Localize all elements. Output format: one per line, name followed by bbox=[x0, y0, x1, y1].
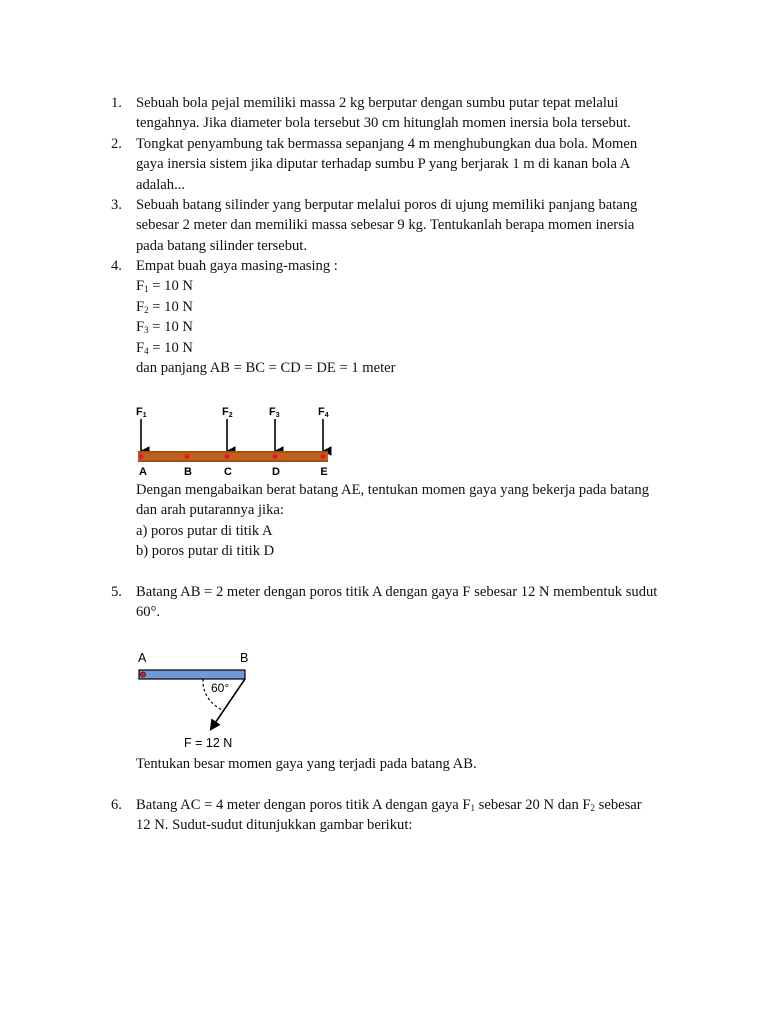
point-b-dot bbox=[184, 454, 189, 459]
question-number: 2. bbox=[111, 136, 122, 152]
question-5 bbox=[111, 582, 691, 623]
point-label-d: D bbox=[272, 466, 280, 478]
point-label-e: E bbox=[320, 466, 328, 478]
force-line: $F_2 = 10$ N bbox=[136, 298, 193, 315]
question-4 bbox=[111, 256, 691, 378]
point-label-b: B bbox=[184, 466, 192, 478]
question-5-continuation bbox=[111, 754, 691, 774]
force-label: F = 12 N bbox=[184, 736, 233, 750]
rod-ab bbox=[139, 670, 245, 679]
question-text-line: Tentukan besar momen gaya yang terjadi pada batang AB. bbox=[136, 756, 477, 772]
option-b: b) poros putar di titik D bbox=[136, 543, 275, 560]
question-text-line: Empat buah gaya masing-masing : bbox=[136, 258, 338, 274]
question-text-line: sebesar 2 meter dan memiliki massa sebesar 9 kg. Tentukanlah berapa momen inersia bbox=[136, 217, 635, 234]
force-line: $F_1 = 10$ N bbox=[136, 278, 193, 295]
point-label-c: C bbox=[224, 466, 232, 478]
question-text-line: tengahnya. Jika diameter bola tersebut 30 cm hitunglah momen inersia bola tersebut. bbox=[136, 115, 631, 132]
question-number: 6. bbox=[111, 797, 122, 813]
point-d-dot bbox=[272, 454, 277, 459]
question-text-line: Batang AC = 4 meter dengan poros titik A dengan gaya $F_1$ sebesar 20 N dan $F_2$ sebesar bbox=[136, 797, 642, 813]
question-4-continuation bbox=[111, 480, 691, 562]
force-label-f3: F3 bbox=[269, 406, 280, 419]
question-text-line: Tongkat penyambung tak bermassa sepanjang 4 m menghubungkan dua bola. Momen bbox=[136, 136, 638, 152]
question-number: 5. bbox=[111, 584, 122, 600]
point-label-a: A bbox=[139, 466, 147, 478]
question-text-line: Sebuah batang silinder yang berputar melalui poros di ujung memiliki panjang batang bbox=[136, 197, 638, 213]
point-c-dot bbox=[224, 454, 229, 459]
question-text-line: Dengan mengabaikan berat batang AE, tentukan momen gaya yang bekerja pada batang bbox=[136, 482, 650, 498]
question-1 bbox=[111, 93, 691, 134]
force-label-f4: F4 bbox=[318, 406, 329, 419]
question-6 bbox=[111, 795, 691, 836]
question-text-line: Batang AB = 2 meter dengan poros titik A dengan gaya F sebesar 12 N membentuk sudut bbox=[136, 584, 658, 600]
label-a: A bbox=[138, 651, 147, 665]
pivot-a-dot bbox=[140, 672, 145, 677]
question-text-line: adalah... bbox=[136, 176, 186, 193]
question-text-line: dan arah putarannya jika: bbox=[136, 502, 284, 519]
question-text-line: 12 N. Sudut-sudut ditunjukkan gambar berikut: bbox=[136, 817, 413, 834]
question-number: 4. bbox=[111, 258, 122, 274]
question-text-line: gaya inersia sistem jika diputar terhadap sumbu P yang berjarak 1 m di kanan bola A bbox=[136, 156, 631, 173]
question-text-line: dan panjang AB = BC = CD = DE = 1 meter bbox=[136, 360, 396, 377]
question-3 bbox=[111, 195, 691, 256]
angled-force-diagram bbox=[130, 645, 270, 753]
option-a: a) poros putar di titik A bbox=[136, 522, 273, 539]
angle-label: 60° bbox=[211, 681, 230, 695]
force-line: $F_3 = 10$ N bbox=[136, 319, 193, 336]
force-label-f1: F1 bbox=[136, 406, 147, 419]
label-b: B bbox=[240, 651, 249, 665]
question-2 bbox=[111, 134, 691, 195]
question-text-line: 60°. bbox=[136, 604, 161, 621]
force-label-f2: F2 bbox=[222, 406, 233, 419]
point-e-dot bbox=[320, 454, 325, 459]
force-line: $F_4 = 10$ N bbox=[136, 339, 193, 356]
question-text-line: Sebuah bola pejal memiliki massa 2 kg berputar dengan sumbu putar tepat melalui bbox=[136, 95, 619, 111]
point-a-dot bbox=[138, 454, 143, 459]
force-bar-diagram bbox=[130, 400, 340, 480]
question-number: 3. bbox=[111, 197, 122, 213]
question-text-line: pada batang silinder tersebut. bbox=[136, 237, 308, 254]
question-number: 1. bbox=[111, 95, 122, 111]
rod-ae bbox=[138, 451, 328, 462]
